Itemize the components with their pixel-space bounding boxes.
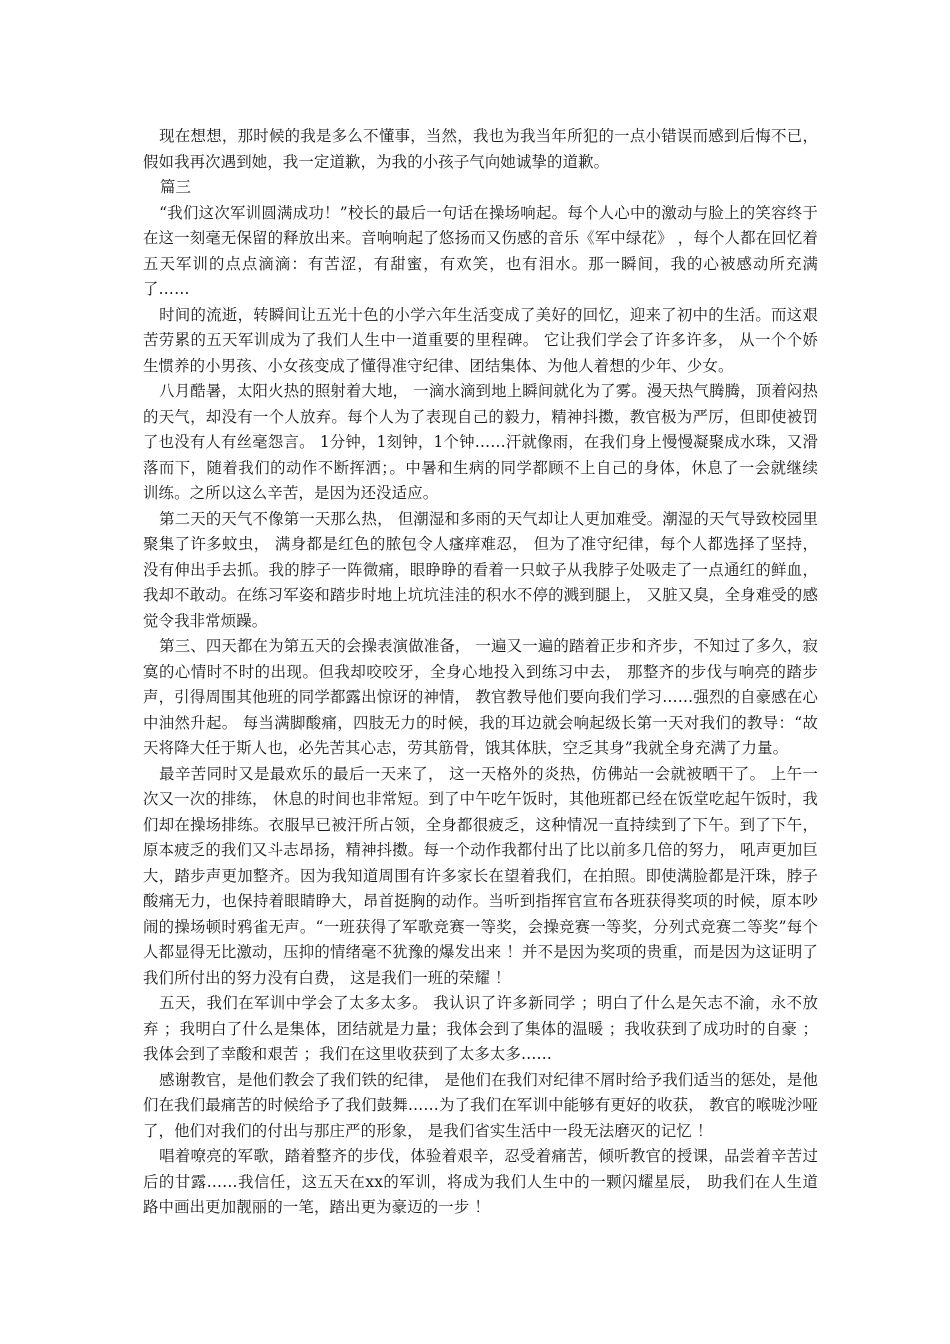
paragraph: 时间的流逝，转瞬间让五光十色的小学六年生活变成了美好的回忆，迎来了初中的生活。而这艰苦劳累的五天军训成为了我们人生中一道重要的里程碑。 它让我们学会了许多许多， 从一个个娇生惯养的小男孩、小女孩变成了懂得准守纪律、团结集体、为他人着想的少年、少女。 [143, 305, 818, 375]
paragraph: 最辛苦同时又是最欢乐的最后一天来了， 这一天格外的炎热，仿佛站一会就被晒干了。 上午一次又一次的排练， 休息的时间也非常短。到了中午吃午饭时，其他班都已经在饭堂吃起午饭时，我们却在操场排练。衣服早已被汗所占领，全身都很疲乏，这种情况一直持续到了下午。到了下午，原本疲乏的我们又斗志昂扬，精神抖擞。每一个动作我都付出了比以前多几倍的努力， 吼声更加巨大，踏步声更加整齐。因为我知道周围有许多家长在望着我们，在拍照。即使满脸都是汗珠，脖子酸痛无力，也保持着眼睛睁大，昂首挺胸的动作。当听到指挥官宣布各班获得奖项的时候，原本吵闹的操场顿时鸦雀无声。“一班获得了军歌竞赛一等奖，会操竞赛一等奖，分列式竞赛二等奖”每个人都显得无比激动，压抑的情绪毫不犹豫的爆发出来 ！并不是因为奖项的贵重，而是因为这证明了我们所付出的努力没有白费， 这是我们一班的荣耀 ！ [143, 764, 818, 987]
paragraph: 唱着嘹亮的军歌，踏着整齐的步伐，体验着艰辛，忍受着痛苦，倾听教官的授课，品尝着辛苦过后的甘露……我信任，这五天在xx的军训，将成为我们人生中的一颗闪耀星辰， 助我们在人生道路中画出更加靓丽的一笔，踏出更为豪迈的一步 ！ [143, 1147, 818, 1216]
document-body [143, 124, 818, 1221]
paragraph: 第二天的天气不像第一天那么热， 但潮湿和多雨的天气却让人更加难受。潮湿的天气导致校园里聚集了许多蚊虫， 满身都是红色的脓包令人瘙痒难忍， 但为了准守纪律，每个人都选择了坚持，没有伸出手去抓。我的脖子一阵微痛，眼睁睁的看着一只蚊子从我脖子处吸走了一点通红的鲜血， 我却不敢动。在练习军姿和踏步时地上坑坑洼洼的积水不停的溅到腿上， 又脏又臭，全身难受的感觉令我非常烦躁。 [143, 509, 818, 630]
paragraph: 八月酷暑，太阳火热的照射着大地， 一滴水滴到地上瞬间就化为了雾。漫天热气腾腾，顶着闷热的天气，却没有一个人放弃。每个人为了表现自己的毅力，精神抖擞，教官极为严厉，但即使被罚了也没有人有丝毫怨言。 1分钟，1刻钟，1个钟……汗就像雨，在我们身上慢慢凝聚成水珠，又滑落而下，随着我们的动作不断挥洒；。中暑和生病的同学都顾不上自己的身体，休息了一会就继续训练。之所以这么辛苦，是因为还没适应。 [143, 382, 818, 502]
paragraph: 第三、四天都在为第五天的会操表演做准备， 一遍又一遍的踏着正步和齐步，不知过了多久，寂寞的心情时不时的出现。但我却咬咬牙，全身心地投入到练习中去， 那整齐的步伐与响亮的踏步声，引得周围其他班的同学都露出惊讶的神情， 教官教导他们要向我们学习……强烈的自豪感在心中油然升起。 每当满脚酸痛，四肢无力的时候，我的耳边就会响起级长第一天对我们的教导：“故天将降大任于斯人也，必先苦其心志，劳其筋骨，饿其体肤，空乏其身”我就全身充满了力量。 [143, 637, 818, 757]
paragraph: 感谢教官，是他们教会了我们铁的纪律， 是他们在我们对纪律不屑时给予我们适当的惩处，是他们在我们最痛苦的时候给予了我们鼓舞……为了我们在军训中能够有更好的收获， 教官的喉咙沙哑了，他们对我们的付出与那庄严的形象， 是我们省实生活中一段无法磨灭的记忆 ！ [143, 1070, 818, 1140]
intro-paragraph: 现在想想，那时候的我是多么不懂事，当然，我也为我当年所犯的一点小错误而感到后悔不已，假如我再次遇到她，我一定道歉，为我的小孩子气向她诚挚的道歉。 [143, 127, 818, 171]
paragraph: 五天，我们在军训中学会了太多太多。 我认识了许多新同学 ；明白了什么是矢志不渝，永不放弃 ；我明白了什么是集体，团结就是力量；我体会到了集体的温暖 ；我收获到了成功时的自豪 ；我体会到了幸酸和艰苦 ；我们在这里收获到了太多太多…… [143, 994, 818, 1063]
section-heading: 篇三 [159, 178, 192, 196]
paragraph: “我们这次军训圆满成功！”校长的最后一句话在操场响起。每个人心中的激动与脸上的笑容终于在这一刻毫无保留的释放出来。音响响起了悠扬而又伤感的音乐《军中绿花》 ，每个人都在回忆着五天军训的点点滴滴：有苦涩，有甜蜜，有欢笑，也有泪水。那一瞬间，我的心被感动所充满了…… [143, 203, 818, 298]
